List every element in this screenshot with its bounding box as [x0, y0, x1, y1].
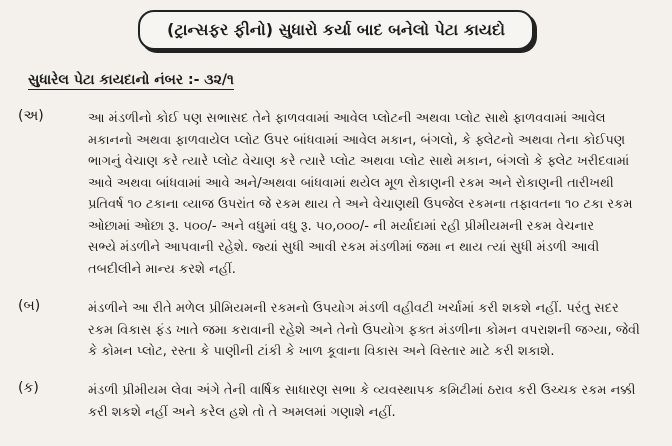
- clause-line: મકાનનો અથવા ફાળવાયેલ પ્લોટ ઉપર બાંધવામાં આવેલ મકાન, બંગલો, કે ફ્લેટનો અથવા તેના કોઈપણ: [88, 132, 626, 148]
- clause-marker: (બ): [18, 298, 41, 314]
- clause-line: તબદીલીને માન્ય કરશે નહીં.: [88, 261, 236, 277]
- clause-line: પ્રતિવર્ષ ૧૦ ટકાના વ્યાજ ઉપરાંત જે રકમ થાય તે અને વેચાણથી ઉપજેલ રકમના તફાવતના ૧૦ ટકા રકમ: [88, 197, 633, 212]
- clause-line: કે કોમન પ્લોટ, રસ્તા કે પાણીની ટાંકી કે ખાળ કૂવાના વિકાસ અને વિસ્તાર માટે કરી શકાશે.: [88, 344, 555, 359]
- clause-line: કરી શકશે નહીં અને કરેલ હશે તો તે અમલમાં ગણાશે નહીં.: [88, 404, 396, 420]
- clause-marker: (ક): [18, 380, 39, 396]
- clause-line: આ મંડળીનો કોઈ પણ સભાસદ તેને ફાળવવામાં આવેલ પ્લોટની અથવા પ્લોટ સાથે ફાળવવામાં આવેલ: [88, 111, 606, 126]
- clause-line: ભાગનું વેચાણ કરે ત્યારે પ્લોટ વેચાણ કરે ત્યારે પ્લોટ અથવા પ્લોટ સાથે મકાન, બંગલો કે ફ્લેટ ખરીદવામાં: [88, 154, 630, 169]
- clause-line: ઓછામાં ઓછા રૂ. ૫૦૦/- અને વધુમાં વધુ રૂ. ૫૦,૦૦૦/- ની મર્યાદામાં રહી પ્રીમીયમની રકમ વેચનાર: [88, 218, 595, 234]
- clause-line: મંડળીને આ રીતે મળેલ પ્રીમિયમની રકમનો ઉપયોગ મંડળી વહીવટી ખર્ચામાં કરી શકશે નહીં. પરંતુ સદર: [88, 301, 619, 316]
- clause-line: સભ્યે મંડળીને આપવાની રહેશે. જ્યાં સુધી આવી રકમ મંડળીમાં જમા ન થાય ત્યાં સુધી મંડળી આવી: [88, 240, 600, 255]
- clause-line: મંડળી પ્રીમીયમ લેવા અંગે તેની વાર્ષિક સાધારણ સભા કે વ્યવસ્થાપક કમિટીમાં ઠરાવ કરી ઉચ્ચક રકમ નક્કી: [88, 383, 636, 398]
- document-title: [138, 10, 534, 50]
- clause-line: રકમ વિકાસ ફંડ ખાતે જમા કરાવાની રહેશે અને તેનો ઉપયોગ ફક્ત મંડળીના કોમન વપરાશની જગ્યા, જેવી: [88, 322, 640, 338]
- subheading: સુધારેલ પેટા કાયદાનો નંબર :- ૩૨/૧: [28, 72, 234, 88]
- clause-line: આવે અથવા બાંધવામાં આવે અને/અથવા બાંધવામાં થયેલ મૂળ રોકાણની રકમ અને રોકાણની તારીખથી: [88, 175, 614, 191]
- clause-marker: (અ): [18, 108, 44, 124]
- title-text: (ટ્રાન્સફર ફીનો) સુધારો કર્યા બાદ બનેલો પેટા કાયદો: [167, 20, 505, 39]
